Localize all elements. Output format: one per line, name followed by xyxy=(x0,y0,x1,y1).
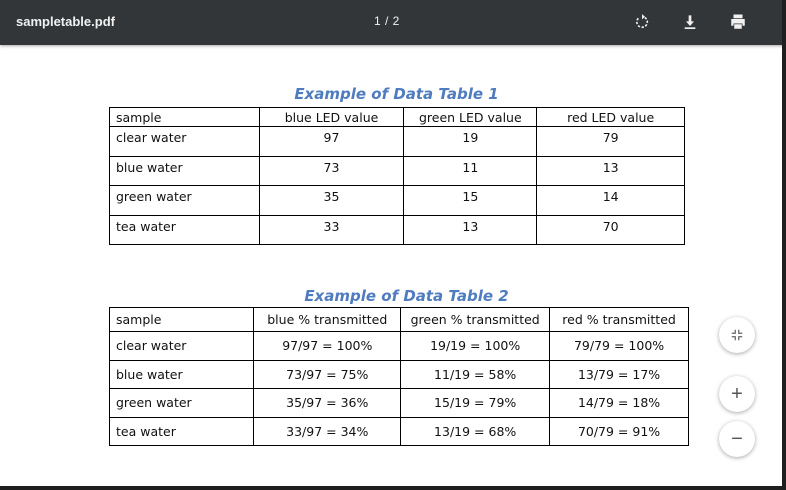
rotate-icon[interactable] xyxy=(630,10,654,34)
table-row xyxy=(110,389,689,418)
table-cell: 70 xyxy=(537,215,685,245)
table-row xyxy=(110,215,685,245)
data-table-2 xyxy=(109,307,689,446)
column-header: blue LED value xyxy=(259,108,404,127)
table-cell: 97/97 = 100% xyxy=(254,332,401,361)
column-header: sample xyxy=(110,308,254,332)
table2-caption: Example of Data Table 2 xyxy=(304,287,509,305)
table-row xyxy=(110,417,689,446)
table-cell: clear water xyxy=(110,332,254,361)
zoom-in-button[interactable]: + xyxy=(719,376,755,412)
column-header: red LED value xyxy=(537,108,685,127)
column-header: green LED value xyxy=(404,108,537,127)
table-cell: 14/79 = 18% xyxy=(550,389,689,418)
table-cell: 33 xyxy=(259,215,404,245)
table-cell: 73/97 = 75% xyxy=(254,360,401,389)
table-cell: green water xyxy=(110,389,254,418)
fit-to-page-button[interactable] xyxy=(719,317,755,353)
table-cell: 14 xyxy=(537,186,685,216)
table-row xyxy=(110,360,689,389)
table-cell: 13/79 = 17% xyxy=(550,360,689,389)
table1-caption: Example of Data Table 1 xyxy=(294,85,499,103)
table-cell: 79/79 = 100% xyxy=(550,332,689,361)
table-row xyxy=(110,186,685,216)
table-header-row xyxy=(110,308,689,332)
table-cell: clear water xyxy=(110,127,260,157)
column-header: green % transmitted xyxy=(401,308,550,332)
column-header: blue % transmitted xyxy=(254,308,401,332)
table-cell: 19/19 = 100% xyxy=(401,332,550,361)
table-cell: tea water xyxy=(110,417,254,446)
table-cell: 70/79 = 91% xyxy=(550,417,689,446)
pdf-toolbar xyxy=(0,0,786,45)
table-cell: 35 xyxy=(259,186,404,216)
table-cell: 79 xyxy=(537,127,685,157)
file-name: sampletable.pdf xyxy=(16,14,115,29)
table-cell: 11 xyxy=(404,156,537,186)
table-cell: 11/19 = 58% xyxy=(401,360,550,389)
table-cell: green water xyxy=(110,186,260,216)
data-table-1 xyxy=(109,107,685,245)
table-cell: 15 xyxy=(404,186,537,216)
table-header-row xyxy=(110,108,685,127)
table-cell: 13 xyxy=(537,156,685,186)
table-cell: 15/19 = 79% xyxy=(401,389,550,418)
table-row xyxy=(110,127,685,157)
zoom-out-button[interactable]: − xyxy=(719,421,755,457)
table-cell: blue water xyxy=(110,156,260,186)
download-icon[interactable] xyxy=(678,10,702,34)
page-indicator[interactable]: 1 / 2 xyxy=(374,14,400,28)
table-cell: 73 xyxy=(259,156,404,186)
table-cell: 97 xyxy=(259,127,404,157)
column-header: sample xyxy=(110,108,260,127)
table-row xyxy=(110,332,689,361)
table-cell: 19 xyxy=(404,127,537,157)
table-cell: 35/97 = 36% xyxy=(254,389,401,418)
fit-to-page-icon xyxy=(730,328,744,342)
table-cell: 33/97 = 34% xyxy=(254,417,401,446)
print-icon[interactable] xyxy=(726,10,750,34)
table-cell: blue water xyxy=(110,360,254,389)
table-cell: tea water xyxy=(110,215,260,245)
window-border-right xyxy=(782,0,786,490)
window-border-bottom xyxy=(0,486,786,490)
table-cell: 13 xyxy=(404,215,537,245)
column-header: red % transmitted xyxy=(550,308,689,332)
table-cell: 13/19 = 68% xyxy=(401,417,550,446)
table-row xyxy=(110,156,685,186)
